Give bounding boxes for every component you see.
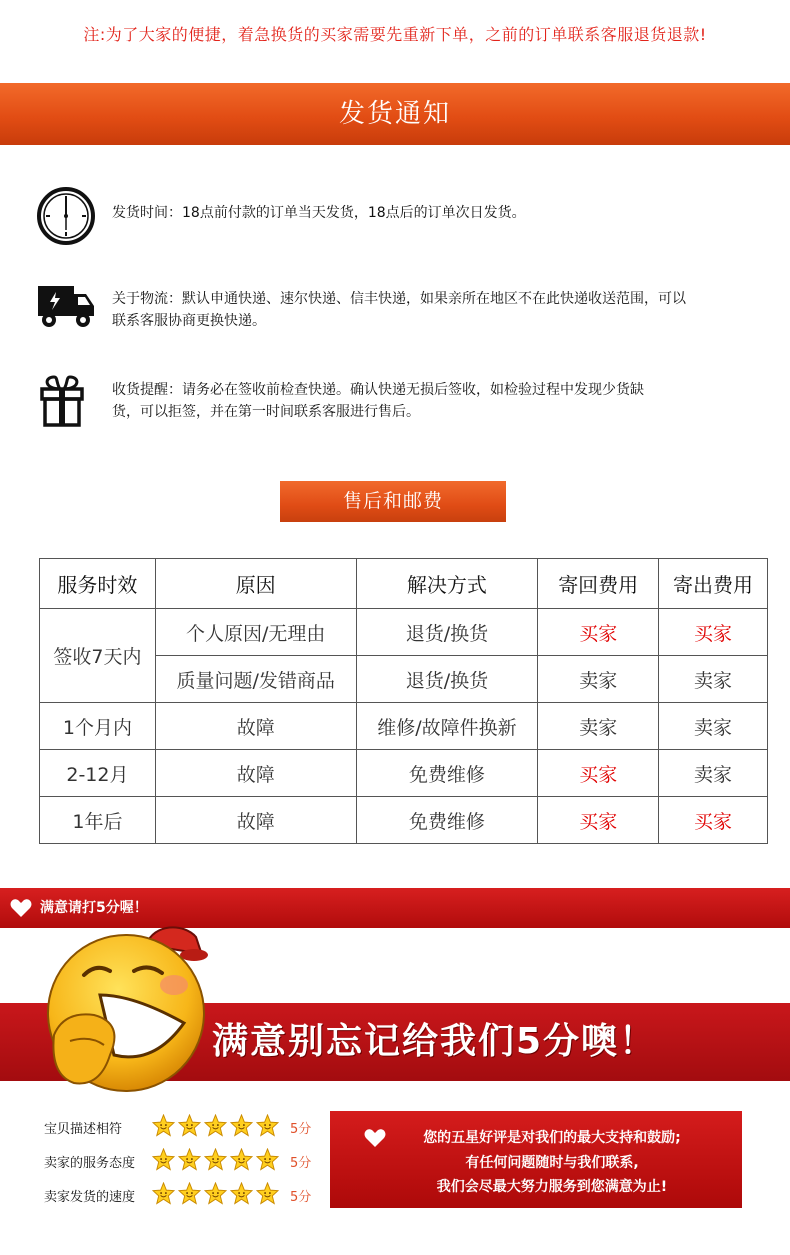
- ship-fee-cell: 买家: [659, 797, 768, 844]
- period-cell: 2-12月: [40, 750, 156, 797]
- slogan-text: 满意别忘记给我们5分噢！: [212, 1021, 658, 1062]
- rating-score: 5分: [290, 1156, 312, 1171]
- star-rating: [152, 1182, 282, 1206]
- table-row: [40, 609, 768, 656]
- return-fee-cell: 买家: [538, 609, 659, 656]
- ship-fee-cell: 买家: [659, 609, 768, 656]
- return-fee-cell: 卖家: [538, 703, 659, 750]
- star-icon: [256, 1190, 282, 1209]
- star-icon: [256, 1122, 282, 1141]
- solution-cell: 免费维修: [356, 797, 538, 844]
- rating-score: 5分: [290, 1122, 312, 1137]
- solution-cell: 退货/换货: [356, 656, 538, 703]
- rating-row: [44, 1114, 314, 1140]
- star-icon: [152, 1156, 178, 1175]
- star-icon: [256, 1156, 282, 1175]
- shipping-time-text: 发货时间：18点前付款的订单当天发货，18点后的订单次日发货。: [112, 205, 526, 221]
- reason-cell: 故障: [155, 703, 356, 750]
- return-fee-cell: 买家: [538, 750, 659, 797]
- rating-row: [44, 1182, 314, 1208]
- star-icon: [230, 1190, 256, 1209]
- solution-cell: 维修/故障件换新: [356, 703, 538, 750]
- clock-icon: [34, 184, 98, 248]
- logistics-text-line2: 联系客服协商更换快递。: [112, 313, 266, 329]
- ship-fee-cell: 卖家: [659, 703, 768, 750]
- return-fee-cell: 卖家: [538, 656, 659, 703]
- rating-request-label: 满意请打5分喔！: [40, 900, 148, 916]
- truck-icon: [34, 282, 98, 346]
- star-rating: [152, 1114, 282, 1138]
- reason-cell: 个人原因/无理由: [155, 609, 356, 656]
- table-header-row: [40, 559, 768, 609]
- reason-cell: 质量问题/发错商品: [155, 656, 356, 703]
- promise-line3: 我们会尽最大努力服务到您满意为止!: [436, 1179, 668, 1195]
- promise-line2: 有任何问题随时与我们联系,: [465, 1155, 639, 1171]
- period-cell: 1年后: [40, 797, 156, 844]
- notice-text: 注:为了大家的便捷，着急换货的买家需要先重新下单，之前的订单联系客服退货退款!: [83, 25, 707, 44]
- receipt-reminder-row: [34, 373, 774, 433]
- star-icon: [204, 1156, 230, 1175]
- rating-label: 卖家的服务态度: [44, 1156, 136, 1171]
- reason-cell: 故障: [155, 797, 356, 844]
- logistics-row: [34, 282, 774, 342]
- reason-cell: 故障: [155, 750, 356, 797]
- table-row: [40, 703, 768, 750]
- table-row: [40, 750, 768, 797]
- shipping-time-row: [34, 184, 774, 248]
- logistics-text-line1: 关于物流：默认申通快递、速尔快递、信丰快递，如果亲所在地区不在此快递收送范围，可以: [112, 291, 686, 307]
- shipping-notice-banner: [0, 83, 790, 145]
- after-sales-title: 售后和邮费: [342, 490, 443, 512]
- promise-box: [330, 1111, 742, 1208]
- star-icon: [230, 1156, 256, 1175]
- table-row: [40, 797, 768, 844]
- rating-score: 5分: [290, 1190, 312, 1205]
- smiley-mascot-icon: [34, 915, 224, 1105]
- after-sales-banner: [280, 481, 506, 522]
- receipt-reminder-line2: 货，可以拒签，并在第一时间联系客服进行售后。: [112, 404, 420, 420]
- solution-cell: 退货/换货: [356, 609, 538, 656]
- header-ship-fee: 寄出费用: [659, 559, 768, 609]
- period-cell: 1个月内: [40, 703, 156, 750]
- star-icon: [178, 1190, 204, 1209]
- ship-fee-cell: 卖家: [659, 656, 768, 703]
- promise-line1: 您的五星好评是对我们的最大支持和鼓励;: [423, 1130, 681, 1146]
- rating-label: 宝贝描述相符: [44, 1122, 123, 1137]
- receipt-reminder-text: [112, 379, 772, 423]
- star-icon: [178, 1156, 204, 1175]
- star-icon: [204, 1190, 230, 1209]
- star-icon: [230, 1122, 256, 1141]
- header-solution: 解决方式: [356, 559, 538, 609]
- heart-icon: [10, 898, 32, 918]
- rating-label: 卖家发货的速度: [44, 1190, 136, 1205]
- star-rating: [152, 1148, 282, 1172]
- banner-title: 发货通知: [338, 99, 451, 129]
- receipt-reminder-line1: 收货提醒：请务必在签收前检查快递。确认快递无损后签收，如检验过程中发现少货缺: [112, 382, 644, 398]
- star-icon: [178, 1122, 204, 1141]
- solution-cell: 免费维修: [356, 750, 538, 797]
- rating-row: [44, 1148, 314, 1174]
- header-return-fee: 寄回费用: [538, 559, 659, 609]
- header-reason: 原因: [155, 559, 356, 609]
- after-sales-table: [39, 558, 768, 844]
- ship-fee-cell: 卖家: [659, 750, 768, 797]
- header-period: 服务时效: [40, 559, 156, 609]
- period-cell: 签收7天内: [40, 609, 156, 703]
- logistics-text: [112, 288, 772, 332]
- star-icon: [152, 1122, 178, 1141]
- return-fee-cell: 买家: [538, 797, 659, 844]
- gift-icon: [34, 373, 98, 437]
- star-icon: [204, 1122, 230, 1141]
- star-icon: [152, 1190, 178, 1209]
